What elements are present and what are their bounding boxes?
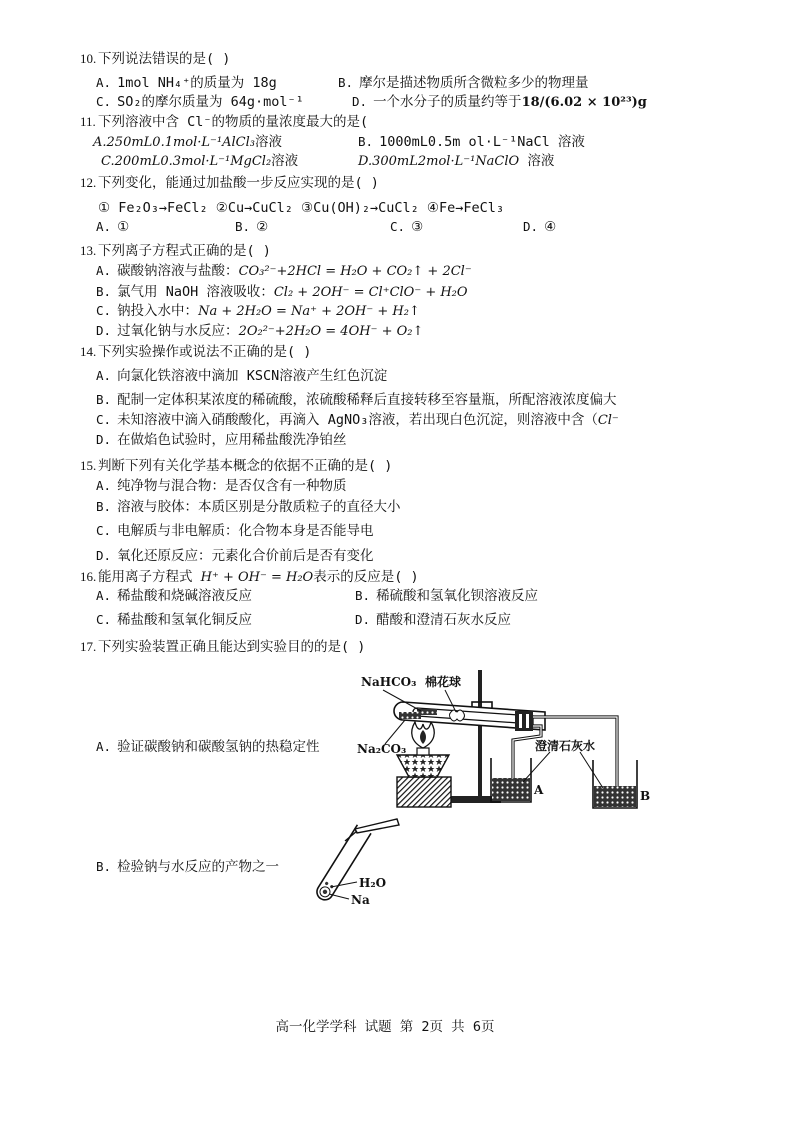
- question-13-stem: [80, 242, 271, 260]
- question-15-option-b: [96, 498, 401, 516]
- cotton-ball: [450, 710, 465, 721]
- question-15-stem: [80, 457, 392, 475]
- question-13-option-d: [96, 322, 423, 341]
- question-stem-text: 下列实验装置正确且能达到实验目的的是( ): [98, 639, 366, 655]
- question-17-option-a: [96, 738, 320, 756]
- option-formula: Cl⁻: [597, 413, 619, 428]
- reaction-list: ① Fe₂O₃→FeCl₂ ②Cu→CuCl₂ ③Cu(OH)₂→CuCl₂ ④Fe→FeCl₃: [98, 200, 505, 216]
- option-label: D.: [96, 432, 112, 447]
- option-formula: 300mL2mol·L⁻¹NaClO: [372, 154, 520, 169]
- option-label: A.: [96, 588, 112, 603]
- question-number: 17.: [80, 639, 97, 654]
- question-14-option-d: [96, 431, 347, 449]
- question-11-stem: [80, 113, 368, 131]
- option-text: ①: [117, 219, 130, 235]
- question-12-option-b: [235, 218, 268, 236]
- question-stem-text: 下列实验操作或说法不正确的是( ): [98, 344, 312, 360]
- label-sodium: Na: [351, 893, 370, 907]
- stand-rod: [478, 670, 482, 800]
- question-14-stem: [80, 343, 311, 361]
- question-stem-end: 表示的反应是( ): [313, 569, 419, 585]
- option-text: ③: [411, 219, 424, 235]
- question-10-option-c: [96, 93, 304, 111]
- label-beaker-b: B: [640, 789, 651, 803]
- question-16-option-d: [355, 611, 511, 629]
- question-12-items: [98, 199, 504, 217]
- question-13-option-a: [96, 262, 472, 281]
- option-label: D.: [523, 219, 539, 234]
- label-cotton: 棉花球: [425, 675, 462, 689]
- question-number: 15.: [80, 458, 97, 473]
- question-stem-text: 下列溶液中含 Cl⁻的物质的量浓度最大的是(: [98, 114, 369, 130]
- option-text: 1mol NH₄⁺的质量为 18g: [117, 75, 277, 91]
- question-number: 11.: [80, 114, 96, 129]
- question-stem-text: 下列说法错误的是( ): [98, 51, 231, 67]
- option-label: D.: [358, 154, 373, 169]
- question-16-option-a: [96, 587, 252, 605]
- label-limewater: 澄清石灰水: [535, 739, 596, 753]
- question-12-option-c: [390, 218, 423, 236]
- question-15-option-c: [96, 522, 374, 540]
- question-stem-formula: H⁺ + OH⁻ = H₂O: [200, 570, 314, 585]
- question-number: 14.: [80, 344, 97, 359]
- sodium-water-figure: [305, 815, 405, 910]
- question-number: 13.: [80, 243, 97, 258]
- option-formula: Cl₂ + 2OH⁻ = Cl⁺ClO⁻ + H₂O: [273, 285, 468, 300]
- option-label: A.: [96, 75, 112, 90]
- option-formula: 18/(6.02 × 10²³)g: [521, 95, 647, 110]
- question-13-option-c: [96, 302, 420, 321]
- option-label: A.: [96, 263, 112, 278]
- question-14-option-c: [96, 411, 619, 430]
- option-text: 氯气用 NaOH 溶液吸收：: [117, 284, 274, 300]
- option-text: 配制一定体积某浓度的稀硫酸，浓硫酸稀释后直接转移至容量瓶，所配溶液浓度偏大: [117, 392, 617, 408]
- option-label: B.: [96, 859, 112, 874]
- option-text: 一个水分子的质量约等于: [373, 94, 522, 110]
- forceps: [355, 819, 399, 833]
- option-label: A.: [96, 739, 112, 754]
- option-text: 溶液: [271, 153, 299, 169]
- question-14-option-b: [96, 391, 617, 409]
- option-label: C.: [96, 94, 112, 109]
- option-label: B.: [235, 219, 251, 234]
- option-formula: 250mL0.1mol·L⁻¹AlCl₃: [106, 135, 255, 150]
- question-15-option-a: [96, 477, 347, 495]
- option-text: 稀盐酸和氢氧化铜反应: [117, 612, 253, 628]
- question-stem-text: 能用离子方程式: [98, 569, 201, 585]
- question-17-stem: [80, 638, 365, 656]
- option-text: 稀盐酸和烧碱溶液反应: [117, 588, 253, 604]
- option-label: A.: [96, 478, 112, 493]
- page-footer: 高一化学学科 试题 第 2页 共 6页: [275, 1019, 495, 1035]
- stopper: [515, 711, 533, 731]
- option-label: D.: [96, 323, 112, 338]
- option-formula: 2O₂²⁻+2H₂O = 4OH⁻ + O₂↑: [238, 324, 424, 339]
- option-text: 氧化还原反应：元素化合价前后是否有变化: [117, 548, 374, 564]
- question-number: 10.: [80, 51, 97, 66]
- option-label: C.: [390, 219, 406, 234]
- question-10-stem: [80, 50, 230, 68]
- option-formula: CO₃²⁻+2HCl = H₂O + CO₂↑ + 2Cl⁻: [238, 264, 472, 279]
- question-11-option-b: [358, 133, 585, 151]
- option-label: C.: [96, 412, 112, 427]
- option-text: 未知溶液中滴入硝酸酸化，再滴入 AgNO₃溶液，若出现白色沉淀，则溶液中含（: [117, 412, 598, 428]
- label-beaker-a: A: [534, 783, 544, 797]
- label-na2co3: Na₂CO₃: [357, 742, 407, 756]
- question-11-option-a: [93, 133, 282, 152]
- option-label: D.: [352, 94, 368, 109]
- option-formula: Na + 2H₂O = Na⁺ + 2OH⁻ + H₂↑: [198, 304, 420, 319]
- option-formula: 200mL0.3mol·L⁻¹MgCl₂: [114, 154, 272, 169]
- option-text: 在做焰色试验时，应用稀盐酸洗净铂丝: [117, 432, 347, 448]
- option-text: 溶液: [519, 153, 555, 169]
- option-label: C.: [96, 523, 112, 538]
- option-text: 摩尔是描述物质所含微粒多少的物理量: [359, 75, 589, 91]
- option-text: ②: [256, 219, 269, 235]
- question-10-option-d: [352, 93, 647, 112]
- question-11-option-d: [358, 152, 554, 171]
- option-label: C.: [96, 612, 112, 627]
- lamp-block: [397, 777, 451, 807]
- question-15-option-d: [96, 547, 374, 565]
- question-12-stem: [80, 174, 379, 192]
- option-text: 碳酸钠溶液与盐酸：: [117, 263, 239, 279]
- question-stem-text: 判断下列有关化学基本概念的依据不正确的是( ): [98, 458, 393, 474]
- question-12-option-a: [96, 218, 129, 236]
- option-label: A.: [93, 135, 107, 150]
- option-text: 醋酸和澄清石灰水反应: [376, 612, 512, 628]
- thermal-stability-apparatus-figure: [355, 660, 655, 815]
- option-text: ④: [544, 219, 557, 235]
- question-11-option-c: [101, 152, 298, 171]
- question-10-option-a: [96, 74, 277, 92]
- option-text: 1000mL0.5m ol·L⁻¹NaCl 溶液: [379, 134, 585, 150]
- question-16-stem: [80, 568, 419, 587]
- alcohol-lamp: [397, 755, 449, 777]
- option-label: B.: [338, 75, 354, 90]
- option-label: A.: [96, 219, 112, 234]
- option-text: 纯净物与混合物：是否仅含有一种物质: [117, 478, 347, 494]
- option-text: 验证碳酸钠和碳酸氢钠的热稳定性: [117, 739, 320, 755]
- question-number: 12.: [80, 175, 97, 190]
- option-text: 电解质与非电解质：化合物本身是否能导电: [117, 523, 374, 539]
- question-stem-text: 下列变化，能通过加盐酸一步反应实现的是( ): [98, 175, 379, 191]
- question-number: 16.: [80, 569, 97, 584]
- option-text: 溶液: [255, 134, 282, 150]
- question-14-option-a: [96, 367, 387, 385]
- option-text: 向氯化铁溶液中滴加 KSCN溶液产生红色沉淀: [117, 368, 388, 384]
- option-text: 过氧化钠与水反应：: [117, 323, 239, 339]
- option-label: B.: [96, 499, 112, 514]
- option-label: B.: [96, 392, 112, 407]
- option-label: B.: [355, 588, 371, 603]
- option-text: SO₂的摩尔质量为 64g·mol⁻¹: [117, 94, 304, 110]
- label-nahco3: NaHCO₃: [361, 675, 417, 689]
- question-13-option-b: [96, 283, 468, 302]
- option-label: D.: [96, 548, 112, 563]
- label-water: H₂O: [359, 876, 387, 890]
- question-16-option-c: [96, 611, 252, 629]
- question-12-option-d: [523, 218, 556, 236]
- option-text: 检验钠与水反应的产物之一: [117, 859, 280, 875]
- option-label: D.: [355, 612, 371, 627]
- option-label: A.: [96, 368, 112, 383]
- option-label: C.: [96, 303, 112, 318]
- option-label: B.: [96, 284, 112, 299]
- question-16-option-b: [355, 587, 538, 605]
- option-label: C.: [101, 154, 115, 169]
- option-text: 钠投入水中：: [117, 303, 199, 319]
- option-label: B.: [358, 134, 374, 149]
- question-10-option-b: [338, 74, 589, 92]
- option-text: 稀硫酸和氢氧化钡溶液反应: [376, 588, 539, 604]
- question-17-option-b: [96, 858, 279, 876]
- option-text: 溶液与胶体：本质区别是分散质粒子的直径大小: [117, 499, 401, 515]
- question-stem-text: 下列离子方程式正确的是( ): [98, 243, 271, 259]
